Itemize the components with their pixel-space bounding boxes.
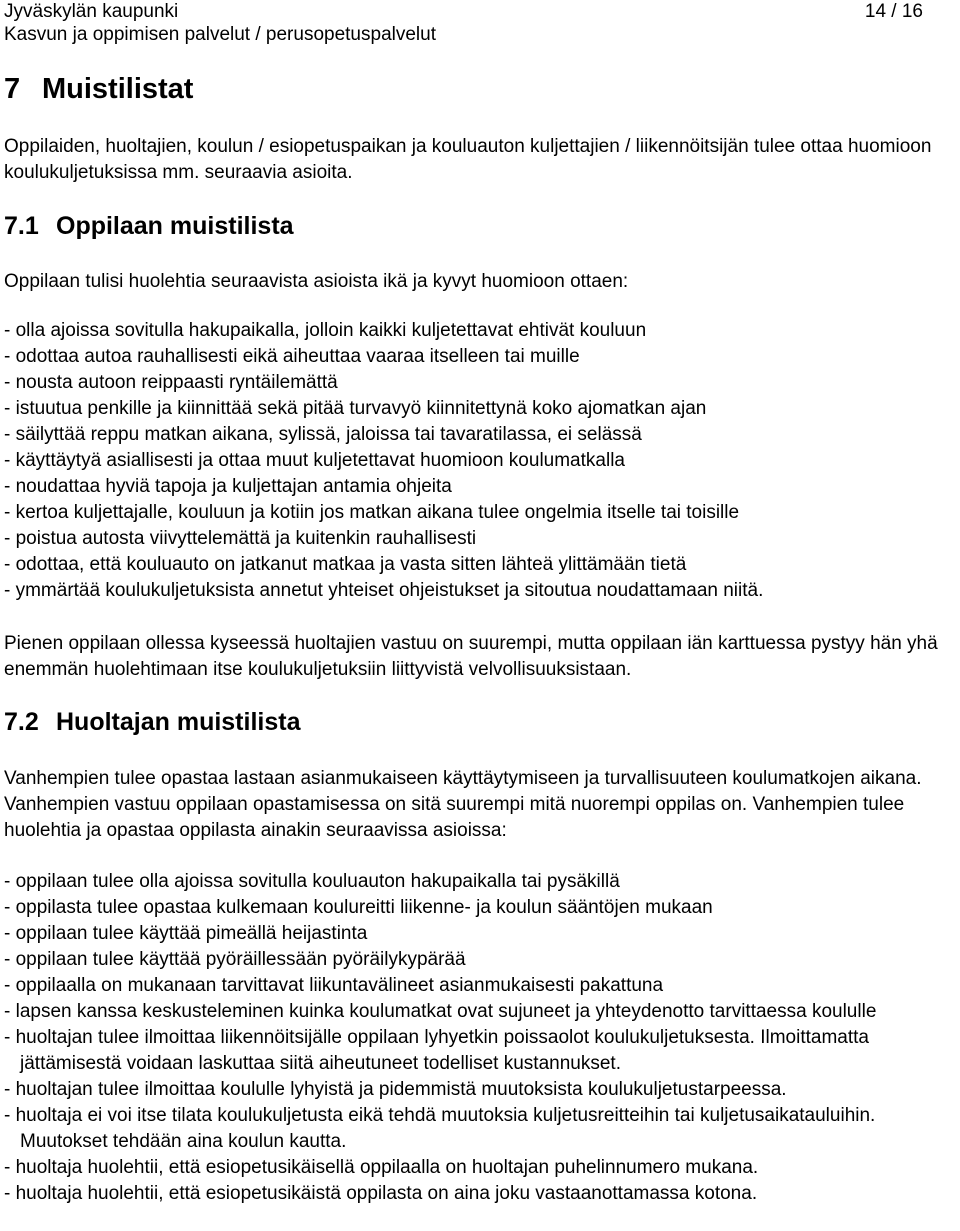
guardian-list-number: 7.2 [4, 708, 39, 736]
student-checklist [4, 318, 960, 604]
list-item: - oppilaan tulee olla ajoissa sovitulla kouluauton hakupaikalla tai pysäkillä [4, 871, 620, 892]
section-intro: Oppilaiden, huoltajien, koulun / esiopetuspaikan ja kouluauton kuljettajien / liikennöitsijän tulee ottaa huomioon koulukuljetuksissa mm. seuraavia asioita. [4, 136, 932, 183]
list-item: - nousta autoon reippaasti ryntäilemättä [4, 372, 338, 393]
guardian-list-title: Huoltajan muistilista [56, 708, 301, 736]
list-item: - huoltajan tulee ilmoittaa liikennöitsijälle oppilaan lyhyetkin poissaolot koulukuljetuksesta. Ilmoittamatta jättämisestä voidaan laskuttaa siitä aiheutuneet todelliset kustannukset. [4, 1027, 869, 1074]
student-list-title: Oppilaan muistilista [56, 212, 294, 240]
guardian-list-lead: Vanhempien tulee opastaa lastaan asianmukaiseen käyttäytymiseen ja turvallisuuteen koulumatkojen aikana. Vanhempien vastuu oppilaan opastamisessa on sitä suurempi mitä nuorempi oppilas on. Vanhempien tulee huolehtia ja opastaa oppilasta ainakin seuraavissa asioissa: [4, 768, 922, 841]
list-item: - huoltaja huolehtii, että esiopetusikäisellä oppilaalla on huoltajan puhelinnumero mukana. [4, 1157, 759, 1178]
list-item: - oppilaan tulee käyttää pimeällä heijastinta [4, 923, 368, 944]
page-indicator: 14 / 16 [864, 1, 923, 22]
list-item: - huoltaja ei voi itse tilata koulukuljetusta eikä tehdä muutoksia kuljetusreitteihin tai kuljetusaikatauluihin. Muutokset tehdään aina koulun kautta. [4, 1105, 876, 1152]
section-heading [4, 72, 193, 106]
list-item: - huoltajan tulee ilmoittaa koululle lyhyistä ja pidemmistä muutoksista koulukuljetustarpeessa. [4, 1079, 787, 1100]
list-item: - kertoa kuljettajalle, kouluun ja kotiin jos matkan aikana tulee ongelmia itselle tai toisille [4, 502, 740, 523]
list-item: - noudattaa hyviä tapoja ja kuljettajan antamia ohjeita [4, 476, 452, 497]
list-item: - käyttäytyä asiallisesti ja ottaa muut kuljetettavat huomioon koulumatkalla [4, 450, 625, 471]
list-item: - odottaa, että kouluauto on jatkanut matkaa ja vasta sitten lähteä ylittämään tietä [4, 554, 687, 575]
student-list-lead: Oppilaan tulisi huolehtia seuraavista asioista ikä ja kyvyt huomioon ottaen: [4, 271, 629, 292]
section-number: 7 [4, 73, 21, 105]
header-department: Kasvun ja oppimisen palvelut / perusopetuspalvelut [4, 24, 436, 45]
header-organization: Jyväskylän kaupunki [4, 1, 179, 22]
student-list-number: 7.1 [4, 212, 39, 240]
list-item: - lapsen kanssa keskusteleminen kuinka koulumatkat ovat sujuneet ja yhteydenotto tarvittaessa koululle [4, 1001, 877, 1022]
list-item: - poistua autosta viivyttelemättä ja kuitenkin rauhallisesti [4, 528, 477, 549]
list-item: - ymmärtää koulukuljetuksista annetut yhteiset ohjeistukset ja sitoutua noudattamaan niitä. [4, 580, 764, 601]
guardian-list-heading [4, 707, 300, 737]
guardian-checklist [4, 869, 960, 1207]
list-item: - oppilaalla on mukanaan tarvittavat liikuntavälineet asianmukaisesti pakattuna [4, 975, 664, 996]
list-item: - istuutua penkille ja kiinnittää sekä pitää turvavyö kiinnitettynä koko ajomatkan ajan [4, 398, 707, 419]
list-item: - oppilasta tulee opastaa kulkemaan koulureitti liikenne- ja koulun sääntöjen mukaan [4, 897, 713, 918]
list-item: - säilyttää reppu matkan aikana, sylissä, jaloissa tai tavaratilassa, ei selässä [4, 424, 642, 445]
list-item: - odottaa autoa rauhallisesti eikä aiheuttaa vaaraa itselleen tai muille [4, 346, 580, 367]
list-item: - olla ajoissa sovitulla hakupaikalla, jolloin kaikki kuljetettavat ehtivät kouluun [4, 320, 647, 341]
student-list-closing: Pienen oppilaan ollessa kyseessä huoltajien vastuu on suurempi, mutta oppilaan iän karttuessa pystyy hän yhä enemmän huolehtimaan itse koulukuljetuksiin liittyvistä velvollisuuksistaan. [4, 633, 938, 680]
section-title: Muistilistat [42, 73, 194, 105]
list-item: - oppilaan tulee käyttää pyöräillessään pyöräilykypärää [4, 949, 466, 970]
list-item: - huoltaja huolehtii, että esiopetusikäistä oppilasta on aina joku vastaanottamassa kotona. [4, 1183, 758, 1204]
student-list-heading [4, 211, 294, 241]
